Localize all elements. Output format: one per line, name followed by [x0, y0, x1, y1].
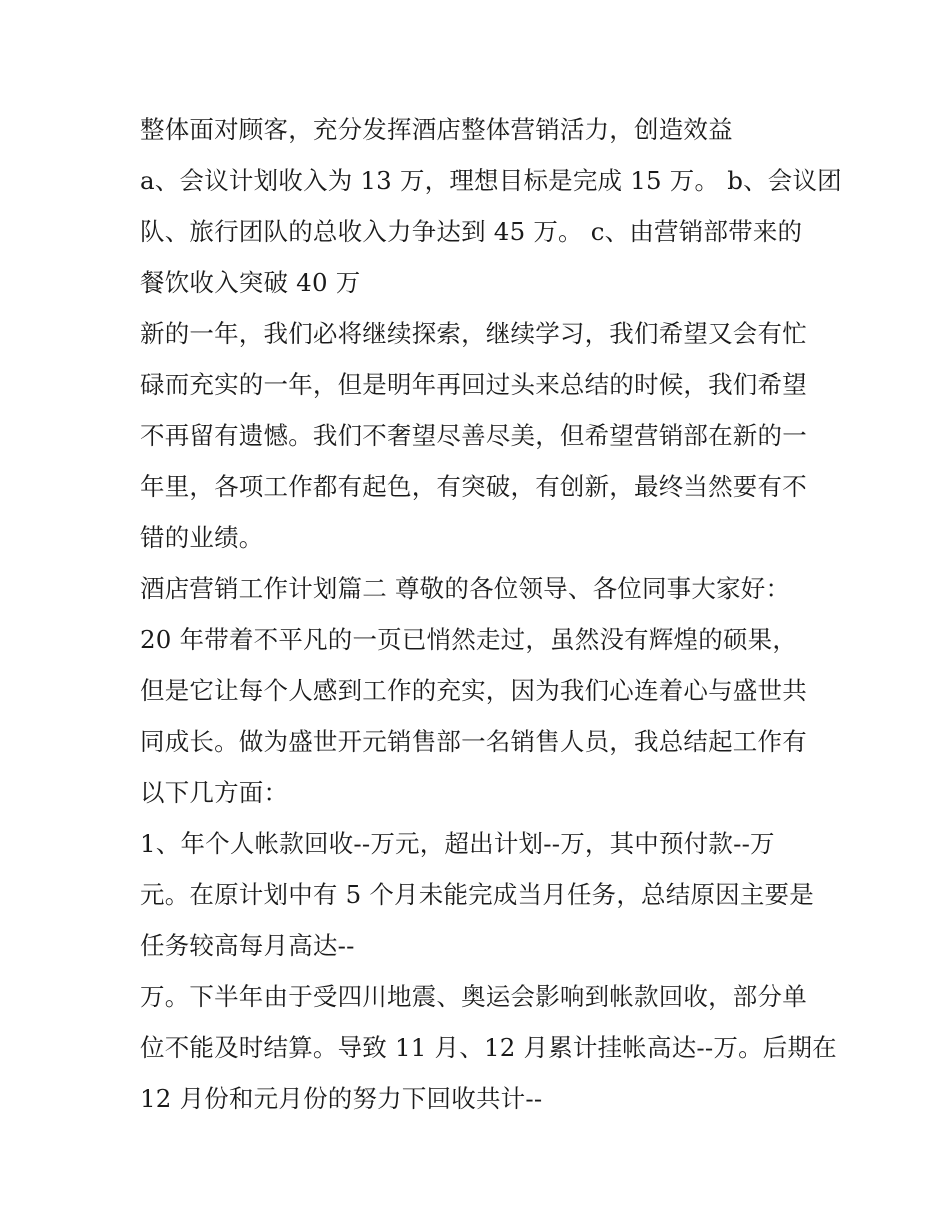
text-line: 12 月份和元月份的努力下回收共计-- — [140, 1084, 543, 1113]
text-line: 酒店营销工作计划篇二 尊敬的各位领导、各位同事大家好： — [140, 574, 791, 603]
text-line: 整体面对顾客，充分发挥酒店整体营销活力，创造效益 — [140, 115, 733, 144]
body-text — [140, 104, 842, 1124]
text-line: 位不能及时结算。导致 11 月、12 月累计挂帐高达--万。后期在 — [140, 1033, 837, 1062]
text-line: 1、年个人帐款回收--万元，超出计划--万，其中预付款--万 — [140, 829, 775, 858]
text-line: 任务较高每月高达-- — [140, 931, 355, 960]
text-line: 餐饮收入突破 40 万 — [140, 268, 361, 297]
text-line: 万。下半年由于受四川地震、奥运会影响到帐款回收，部分单 — [140, 982, 807, 1011]
text-line: 新的一年，我们必将继续探索，继续学习，我们希望又会有忙 — [140, 319, 807, 348]
text-line: 但是它让每个人感到工作的充实，因为我们心连着心与盛世共 — [140, 676, 807, 705]
text-line: 碌而充实的一年，但是明年再回过头来总结的时候，我们希望 — [140, 370, 807, 399]
text-line: 元。在原计划中有 5 个月未能完成当月任务，总结原因主要是 — [140, 880, 814, 909]
text-line: 错的业绩。 — [140, 523, 264, 552]
text-line: 队、旅行团队的总收入力争达到 45 万。 c、由营销部带来的 — [140, 217, 803, 246]
text-line: 同成长。做为盛世开元销售部一名销售人员，我总结起工作有 — [140, 727, 807, 756]
text-line: 以下几方面： — [140, 778, 289, 807]
text-line: 20 年带着不平凡的一页已悄然走过，虽然没有辉煌的硕果， — [140, 625, 798, 654]
text-line: a、会议计划收入为 13 万，理想目标是完成 15 万。 b、会议团 — [140, 166, 842, 195]
text-line: 不再留有遗憾。我们不奢望尽善尽美，但希望营销部在新的一 — [140, 421, 807, 450]
text-line: 年里，各项工作都有起色，有突破，有创新，最终当然要有不 — [140, 472, 807, 501]
